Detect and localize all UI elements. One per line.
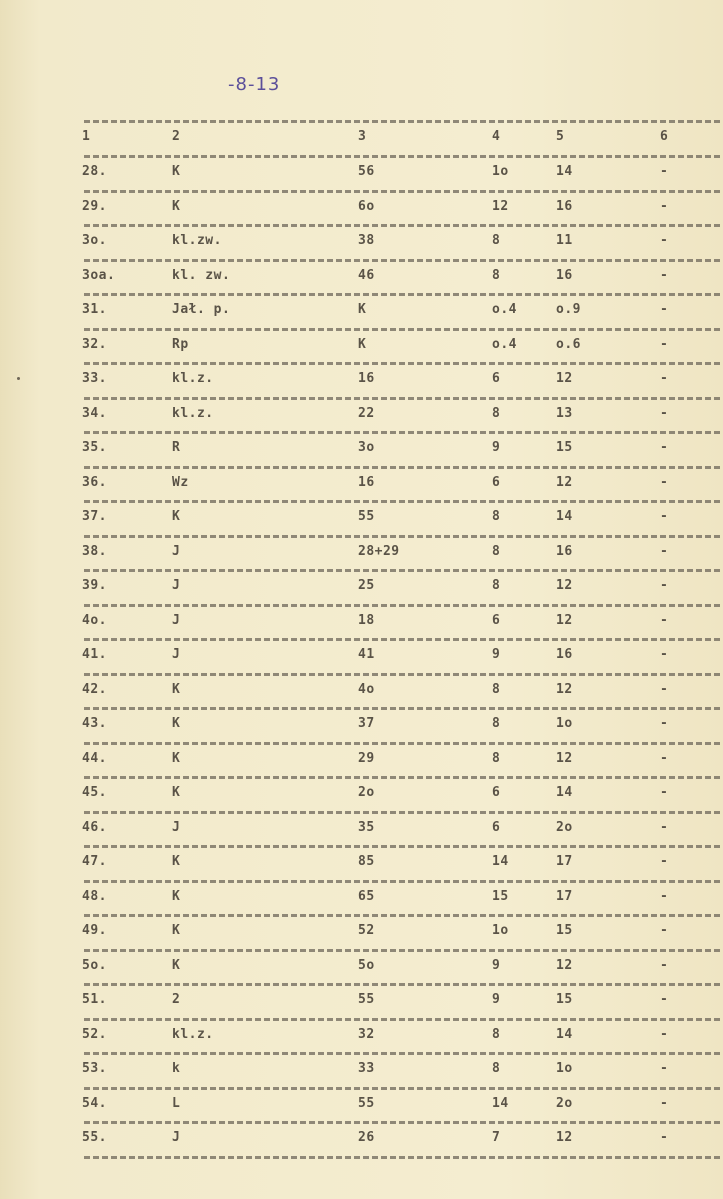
row-divider bbox=[84, 1087, 720, 1090]
row-col-2: J bbox=[172, 820, 181, 835]
row-col-6: - bbox=[660, 1130, 669, 1145]
row-col-6: - bbox=[660, 199, 669, 214]
row-col-3: 32 bbox=[358, 1027, 375, 1042]
row-col-4: o.4 bbox=[492, 337, 517, 352]
row-col-5: 12 bbox=[556, 613, 573, 628]
row-col-3: 41 bbox=[358, 647, 375, 662]
row-col-6: - bbox=[660, 233, 669, 248]
row-col-2: J bbox=[172, 578, 181, 593]
table-row bbox=[0, 854, 723, 878]
row-col-4: 15 bbox=[492, 889, 509, 904]
table-row bbox=[0, 509, 723, 533]
row-divider bbox=[84, 535, 720, 538]
row-col-5: 17 bbox=[556, 854, 573, 869]
row-col-5: 15 bbox=[556, 440, 573, 455]
row-col-3: 16 bbox=[358, 371, 375, 386]
row-number: 33. bbox=[82, 371, 107, 386]
row-number: 43. bbox=[82, 716, 107, 731]
row-col-4: 8 bbox=[492, 716, 501, 731]
row-col-5: 1o bbox=[556, 1061, 573, 1076]
row-divider bbox=[84, 328, 720, 331]
row-col-4: 8 bbox=[492, 268, 501, 283]
row-divider bbox=[84, 466, 720, 469]
row-col-3: 6o bbox=[358, 199, 375, 214]
row-col-3: K bbox=[358, 337, 367, 352]
row-col-2: kl.zw. bbox=[172, 233, 222, 248]
row-col-5: 14 bbox=[556, 785, 573, 800]
table-row bbox=[0, 1027, 723, 1051]
row-col-2: K bbox=[172, 751, 181, 766]
row-col-6: - bbox=[660, 164, 669, 179]
table-row bbox=[0, 1096, 723, 1120]
row-number: 39. bbox=[82, 578, 107, 593]
row-col-5: 14 bbox=[556, 1027, 573, 1042]
row-divider bbox=[84, 638, 720, 641]
row-col-2: Jał. p. bbox=[172, 302, 231, 317]
row-divider bbox=[84, 190, 720, 193]
row-number: 38. bbox=[82, 544, 107, 559]
row-col-5: 12 bbox=[556, 578, 573, 593]
row-col-3: 37 bbox=[358, 716, 375, 731]
row-col-3: 16 bbox=[358, 475, 375, 490]
row-col-6: - bbox=[660, 1027, 669, 1042]
row-divider bbox=[84, 673, 720, 676]
row-divider bbox=[84, 1121, 720, 1124]
row-divider bbox=[84, 914, 720, 917]
row-divider bbox=[84, 742, 720, 745]
row-col-2: J bbox=[172, 544, 181, 559]
row-col-4: 9 bbox=[492, 440, 501, 455]
row-col-2: J bbox=[172, 613, 181, 628]
row-col-6: - bbox=[660, 440, 669, 455]
column-header-2: 2 bbox=[172, 129, 181, 144]
row-col-5: 13 bbox=[556, 406, 573, 421]
column-header-4: 4 bbox=[492, 129, 501, 144]
row-divider bbox=[84, 397, 720, 400]
table-row bbox=[0, 785, 723, 809]
row-col-5: 2o bbox=[556, 820, 573, 835]
top-rule bbox=[84, 120, 720, 123]
row-number: 36. bbox=[82, 475, 107, 490]
row-col-4: 8 bbox=[492, 544, 501, 559]
row-number: 42. bbox=[82, 682, 107, 697]
row-col-6: - bbox=[660, 268, 669, 283]
row-divider bbox=[84, 500, 720, 503]
row-col-2: K bbox=[172, 682, 181, 697]
row-divider bbox=[84, 707, 720, 710]
row-divider bbox=[84, 155, 720, 158]
row-col-4: 12 bbox=[492, 199, 509, 214]
row-number: 3o. bbox=[82, 233, 107, 248]
row-col-4: 8 bbox=[492, 1061, 501, 1076]
row-col-3: 25 bbox=[358, 578, 375, 593]
row-col-4: 6 bbox=[492, 475, 501, 490]
table-row bbox=[0, 475, 723, 499]
row-number: 49. bbox=[82, 923, 107, 938]
row-col-6: - bbox=[660, 820, 669, 835]
table-row bbox=[0, 682, 723, 706]
row-col-3: 22 bbox=[358, 406, 375, 421]
row-col-5: 12 bbox=[556, 371, 573, 386]
table-row bbox=[0, 199, 723, 223]
row-divider bbox=[84, 293, 720, 296]
row-col-6: - bbox=[660, 406, 669, 421]
table-row bbox=[0, 544, 723, 568]
row-col-2: kl.z. bbox=[172, 406, 214, 421]
row-col-5: 11 bbox=[556, 233, 573, 248]
row-col-4: 9 bbox=[492, 958, 501, 973]
row-number: 53. bbox=[82, 1061, 107, 1076]
row-col-4: 9 bbox=[492, 992, 501, 1007]
table-row bbox=[0, 889, 723, 913]
column-header-5: 5 bbox=[556, 129, 565, 144]
table-row bbox=[0, 406, 723, 430]
row-col-5: 16 bbox=[556, 199, 573, 214]
table-row bbox=[0, 820, 723, 844]
row-col-4: 8 bbox=[492, 406, 501, 421]
table-row bbox=[0, 716, 723, 740]
row-col-6: - bbox=[660, 647, 669, 662]
row-col-4: 9 bbox=[492, 647, 501, 662]
table-row bbox=[0, 578, 723, 602]
row-col-4: 1o bbox=[492, 164, 509, 179]
table-row bbox=[0, 751, 723, 775]
row-col-3: 4o bbox=[358, 682, 375, 697]
row-col-4: 8 bbox=[492, 233, 501, 248]
table-row bbox=[0, 958, 723, 982]
row-col-3: 5o bbox=[358, 958, 375, 973]
row-col-2: Rp bbox=[172, 337, 189, 352]
row-divider bbox=[84, 845, 720, 848]
table-row bbox=[0, 371, 723, 395]
row-number: 46. bbox=[82, 820, 107, 835]
row-number: 48. bbox=[82, 889, 107, 904]
bottom-rule bbox=[84, 1156, 720, 1159]
row-col-6: - bbox=[660, 475, 669, 490]
row-number: 4o. bbox=[82, 613, 107, 628]
row-col-3: 28+29 bbox=[358, 544, 400, 559]
table-row bbox=[0, 302, 723, 326]
row-number: 55. bbox=[82, 1130, 107, 1145]
row-divider bbox=[84, 569, 720, 572]
row-col-5: 17 bbox=[556, 889, 573, 904]
row-col-4: 8 bbox=[492, 1027, 501, 1042]
row-col-4: 8 bbox=[492, 751, 501, 766]
row-col-2: L bbox=[172, 1096, 181, 1111]
row-col-3: K bbox=[358, 302, 367, 317]
row-col-5: 12 bbox=[556, 682, 573, 697]
row-col-2: R bbox=[172, 440, 181, 455]
row-col-3: 52 bbox=[358, 923, 375, 938]
row-col-5: o.6 bbox=[556, 337, 581, 352]
row-divider bbox=[84, 880, 720, 883]
row-col-6: - bbox=[660, 923, 669, 938]
row-number: 3oa. bbox=[82, 268, 116, 283]
row-col-5: 14 bbox=[556, 509, 573, 524]
table-row bbox=[0, 923, 723, 947]
row-col-5: 12 bbox=[556, 958, 573, 973]
row-col-2: K bbox=[172, 199, 181, 214]
page-number: -8-13 bbox=[228, 74, 281, 95]
row-col-4: 8 bbox=[492, 578, 501, 593]
row-number: 47. bbox=[82, 854, 107, 869]
row-number: 5o. bbox=[82, 958, 107, 973]
row-col-5: 12 bbox=[556, 751, 573, 766]
row-col-3: 26 bbox=[358, 1130, 375, 1145]
row-number: 44. bbox=[82, 751, 107, 766]
row-col-4: 7 bbox=[492, 1130, 501, 1145]
row-number: 35. bbox=[82, 440, 107, 455]
row-col-2: K bbox=[172, 164, 181, 179]
row-divider bbox=[84, 604, 720, 607]
row-col-4: 6 bbox=[492, 371, 501, 386]
row-col-6: - bbox=[660, 578, 669, 593]
row-number: 52. bbox=[82, 1027, 107, 1042]
row-col-2: K bbox=[172, 854, 181, 869]
table-row bbox=[0, 337, 723, 361]
row-col-4: 6 bbox=[492, 613, 501, 628]
table-row bbox=[0, 1130, 723, 1154]
row-col-3: 29 bbox=[358, 751, 375, 766]
row-col-5: 16 bbox=[556, 647, 573, 662]
row-col-3: 55 bbox=[358, 509, 375, 524]
row-col-2: K bbox=[172, 889, 181, 904]
row-col-3: 55 bbox=[358, 992, 375, 1007]
row-divider bbox=[84, 1018, 720, 1021]
row-col-4: 8 bbox=[492, 509, 501, 524]
row-col-3: 35 bbox=[358, 820, 375, 835]
row-col-2: K bbox=[172, 716, 181, 731]
table-row bbox=[0, 613, 723, 637]
row-col-6: - bbox=[660, 302, 669, 317]
row-col-5: 16 bbox=[556, 268, 573, 283]
row-col-6: - bbox=[660, 751, 669, 766]
column-header-3: 3 bbox=[358, 129, 367, 144]
row-col-5: 1o bbox=[556, 716, 573, 731]
row-col-3: 65 bbox=[358, 889, 375, 904]
row-col-6: - bbox=[660, 613, 669, 628]
row-col-3: 56 bbox=[358, 164, 375, 179]
row-col-4: 14 bbox=[492, 1096, 509, 1111]
row-divider bbox=[84, 811, 720, 814]
row-col-6: - bbox=[660, 889, 669, 904]
row-col-4: 6 bbox=[492, 820, 501, 835]
row-col-5: 15 bbox=[556, 923, 573, 938]
row-col-2: kl.z. bbox=[172, 1027, 214, 1042]
row-divider bbox=[84, 776, 720, 779]
table-row bbox=[0, 992, 723, 1016]
row-number: 45. bbox=[82, 785, 107, 800]
row-divider bbox=[84, 983, 720, 986]
row-col-6: - bbox=[660, 958, 669, 973]
row-col-4: 14 bbox=[492, 854, 509, 869]
row-col-5: 16 bbox=[556, 544, 573, 559]
row-col-5: 15 bbox=[556, 992, 573, 1007]
row-col-2: J bbox=[172, 1130, 181, 1145]
row-col-2: K bbox=[172, 958, 181, 973]
table-row bbox=[0, 233, 723, 257]
row-col-2: K bbox=[172, 509, 181, 524]
row-col-3: 2o bbox=[358, 785, 375, 800]
column-header-1: 1 bbox=[82, 129, 91, 144]
row-col-6: - bbox=[660, 337, 669, 352]
row-col-2: kl.z. bbox=[172, 371, 214, 386]
row-col-2: K bbox=[172, 785, 181, 800]
row-divider bbox=[84, 431, 720, 434]
row-col-6: - bbox=[660, 992, 669, 1007]
row-divider bbox=[84, 362, 720, 365]
row-col-2: k bbox=[172, 1061, 181, 1076]
row-number: 28. bbox=[82, 164, 107, 179]
row-number: 31. bbox=[82, 302, 107, 317]
row-col-5: 2o bbox=[556, 1096, 573, 1111]
row-col-2: J bbox=[172, 647, 181, 662]
row-col-3: 3o bbox=[358, 440, 375, 455]
row-number: 41. bbox=[82, 647, 107, 662]
row-col-5: o.9 bbox=[556, 302, 581, 317]
row-col-6: - bbox=[660, 1061, 669, 1076]
row-number: 37. bbox=[82, 509, 107, 524]
row-col-5: 12 bbox=[556, 475, 573, 490]
row-number: 54. bbox=[82, 1096, 107, 1111]
row-col-6: - bbox=[660, 785, 669, 800]
row-number: 29. bbox=[82, 199, 107, 214]
row-col-3: 46 bbox=[358, 268, 375, 283]
row-col-4: 8 bbox=[492, 682, 501, 697]
row-col-6: - bbox=[660, 544, 669, 559]
row-col-3: 55 bbox=[358, 1096, 375, 1111]
row-col-6: - bbox=[660, 854, 669, 869]
row-col-3: 18 bbox=[358, 613, 375, 628]
table-row bbox=[0, 164, 723, 188]
column-header-row bbox=[0, 129, 723, 153]
row-divider bbox=[84, 949, 720, 952]
row-col-2: kl. zw. bbox=[172, 268, 231, 283]
row-number: 51. bbox=[82, 992, 107, 1007]
row-col-2: 2 bbox=[172, 992, 181, 1007]
row-col-4: 6 bbox=[492, 785, 501, 800]
table-row bbox=[0, 1061, 723, 1085]
row-col-2: K bbox=[172, 923, 181, 938]
row-col-4: o.4 bbox=[492, 302, 517, 317]
row-col-3: 85 bbox=[358, 854, 375, 869]
row-col-4: 1o bbox=[492, 923, 509, 938]
row-col-6: - bbox=[660, 1096, 669, 1111]
row-col-5: 12 bbox=[556, 1130, 573, 1145]
row-col-2: Wz bbox=[172, 475, 189, 490]
table-row bbox=[0, 647, 723, 671]
row-col-6: - bbox=[660, 371, 669, 386]
row-col-3: 38 bbox=[358, 233, 375, 248]
row-number: 34. bbox=[82, 406, 107, 421]
row-col-3: 33 bbox=[358, 1061, 375, 1076]
row-number: 32. bbox=[82, 337, 107, 352]
row-col-6: - bbox=[660, 716, 669, 731]
row-divider bbox=[84, 224, 720, 227]
row-col-6: - bbox=[660, 509, 669, 524]
row-divider bbox=[84, 1052, 720, 1055]
table-row bbox=[0, 440, 723, 464]
row-divider bbox=[84, 259, 720, 262]
row-col-6: - bbox=[660, 682, 669, 697]
column-header-6: 6 bbox=[660, 129, 669, 144]
row-col-5: 14 bbox=[556, 164, 573, 179]
table-row bbox=[0, 268, 723, 292]
